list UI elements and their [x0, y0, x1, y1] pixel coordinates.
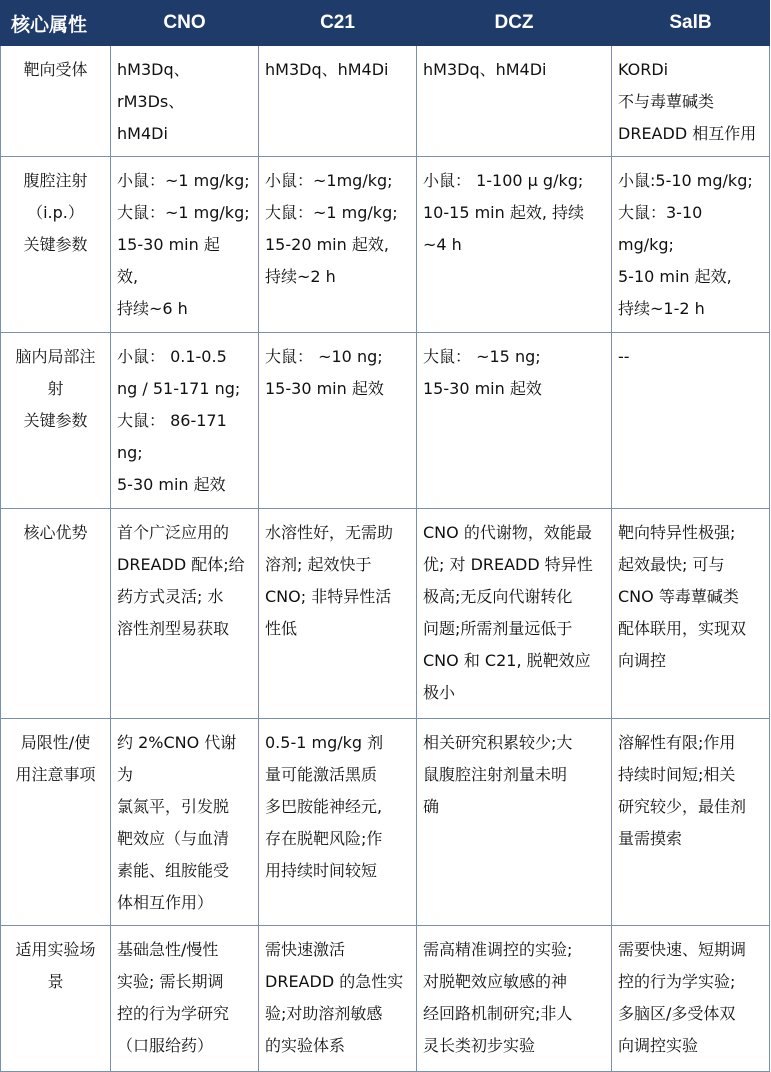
- cell-line: hM3Dq、rM3Ds、: [117, 60, 190, 111]
- cell-line: 0.5-1 mg/kg 剂: [265, 733, 384, 752]
- cell-line: 适用实验场: [15, 940, 96, 959]
- cell-line: CNO 的代谢物，效能最: [423, 523, 592, 542]
- header-dcz: DCZ: [417, 1, 612, 46]
- cell-line: CNO; 非特异性活: [265, 587, 392, 606]
- cell-line: 水溶性好，无需助: [265, 523, 394, 542]
- cell-line: 大鼠：~1 mg/kg;: [117, 203, 250, 222]
- cell-line: 性低: [265, 619, 298, 638]
- cell-line: 靶向特异性极强;: [618, 523, 736, 542]
- cell-line: 量需摸索: [618, 829, 683, 848]
- table-row: [1, 719, 770, 926]
- cell-line: 鼠腹腔注射剂量未明: [423, 765, 568, 784]
- cell-line: 起效最快; 可与: [618, 555, 725, 574]
- cell-line: 多脑区/多受体双: [618, 1004, 736, 1023]
- cell-line: 射: [47, 379, 64, 398]
- cell-line: 15-30 min 起效: [265, 379, 384, 398]
- header-c21: C21: [259, 1, 417, 46]
- cell-salb: [612, 926, 770, 1072]
- cell-line: 存在脱靶风险;作: [265, 829, 383, 848]
- cell-dcz: [417, 157, 612, 333]
- cell-c21: [259, 46, 417, 157]
- row-attribute-cell: [1, 46, 111, 157]
- table-row: [1, 157, 770, 333]
- cell-line: 极小: [423, 683, 456, 702]
- cell-line: 5-30 min 起效: [117, 475, 226, 494]
- cell-line: 氯氮平，引发脱: [117, 797, 230, 816]
- cell-salb: [612, 719, 770, 926]
- cell-dcz: [417, 333, 612, 509]
- cell-line: ~4 h: [423, 235, 462, 254]
- row-attribute-cell: [1, 509, 111, 719]
- cell-line: 极高;无反向代谢转化: [423, 587, 573, 606]
- cell-line: 用注意事项: [15, 765, 96, 784]
- cell-line: 约 2%CNO 代谢为: [117, 733, 237, 784]
- cell-c21: [259, 157, 417, 333]
- cell-line: 溶解性有限;作用: [618, 733, 736, 752]
- cell-line: 大鼠： ~10 ng;: [265, 347, 383, 366]
- cell-line: KORDi: [618, 60, 669, 79]
- cell-line: 量可能激活黑质: [265, 765, 378, 784]
- cell-line: 素能、组胺能受: [117, 861, 230, 880]
- cell-line: 大鼠：3-10 mg/kg;: [618, 203, 708, 254]
- cell-dcz: [417, 46, 612, 157]
- cell-line: 持续~1-2 h: [618, 299, 705, 318]
- cell-line: 脑内局部注: [15, 347, 96, 366]
- cell-line: 大鼠： ~15 ng;: [423, 347, 541, 366]
- row-attribute-cell: [1, 719, 111, 926]
- cell-line: 小鼠： 1-100 μ g/kg;: [423, 171, 584, 190]
- cell-line: ng / 51-171 ng;: [117, 379, 241, 398]
- cell-line: 多巴胺能神经元,: [265, 797, 383, 816]
- cell-line: 15-30 min 起: [117, 235, 220, 254]
- header-salb: SalB: [612, 1, 770, 46]
- table-body: [1, 46, 770, 1072]
- cell-line: 需快速激活: [265, 940, 346, 959]
- cell-line: --: [618, 347, 630, 366]
- cell-dcz: [417, 719, 612, 926]
- cell-line: 控的行为学实验;: [618, 972, 736, 991]
- cell-line: 小鼠：~1 mg/kg;: [117, 171, 250, 190]
- cell-line: 小鼠： 0.1-0.5: [117, 347, 227, 366]
- cell-line: 不与毒蕈碱类: [618, 92, 715, 111]
- cell-line: 基础急性/慢性: [117, 940, 219, 959]
- cell-line: （i.p.）: [27, 203, 84, 222]
- cell-line: hM3Dq、hM4Di: [423, 60, 547, 79]
- cell-line: 向调控: [618, 651, 667, 670]
- cell-line: 问题;所需剂量远低于: [423, 619, 573, 638]
- cell-salb: [612, 46, 770, 157]
- cell-line: 效,: [117, 267, 139, 286]
- cell-c21: [259, 333, 417, 509]
- cell-line: （口服给药）: [117, 1036, 214, 1055]
- header-attr: 核心属性: [1, 1, 111, 46]
- cell-line: 确: [423, 797, 440, 816]
- cell-line: 溶性剂型易获取: [117, 619, 230, 638]
- cell-cno: [111, 926, 259, 1072]
- cell-line: 持续~2 h: [265, 267, 336, 286]
- cell-line: 用持续时间较短: [265, 861, 378, 880]
- cell-line: ng;: [117, 443, 143, 462]
- cell-line: 向调控实验: [618, 1036, 699, 1055]
- cell-line: 药方式灵活; 水: [117, 587, 224, 606]
- cell-line: 核心优势: [23, 523, 88, 542]
- cell-salb: [612, 509, 770, 719]
- cell-cno: [111, 719, 259, 926]
- cell-line: 首个广泛应用的: [117, 523, 230, 542]
- cell-line: 10-15 min 起效, 持续: [423, 203, 585, 222]
- cell-line: 相关研究积累较少;大: [423, 733, 573, 752]
- cell-c21: [259, 719, 417, 926]
- cell-c21: [259, 509, 417, 719]
- cell-cno: [111, 46, 259, 157]
- cell-cno: [111, 157, 259, 333]
- cell-cno: [111, 333, 259, 509]
- cell-line: 需要快速、短期调: [618, 940, 747, 959]
- header-cno: CNO: [111, 1, 259, 46]
- header-row: [1, 1, 770, 46]
- cell-line: 小鼠：~1mg/kg;: [265, 171, 393, 190]
- cell-line: 实验; 需长期调: [117, 972, 224, 991]
- cell-salb: [612, 157, 770, 333]
- cell-line: 小鼠:5-10 mg/kg;: [618, 171, 753, 190]
- cell-line: 经回路机制研究;非人: [423, 1004, 573, 1023]
- cell-line: 大鼠： 86-171: [117, 411, 227, 430]
- cell-line: 研究较少，最佳剂: [618, 797, 747, 816]
- cell-line: hM3Dq、hM4Di: [265, 60, 389, 79]
- cell-line: 验;对助溶剂敏感: [265, 1004, 383, 1023]
- cell-line: 关键参数: [23, 235, 88, 254]
- cell-line: 溶剂; 起效快于: [265, 555, 372, 574]
- row-attribute-cell: [1, 157, 111, 333]
- cell-line: 需高精准调控的实验;: [423, 940, 573, 959]
- cell-line: 腹腔注射: [23, 171, 88, 190]
- cell-line: 灵长类初步实验: [423, 1036, 536, 1055]
- cell-line: 关键参数: [23, 411, 88, 430]
- cell-line: 局限性/使: [20, 733, 91, 752]
- row-attribute-cell: [1, 926, 111, 1072]
- cell-line: 持续~6 h: [117, 299, 188, 318]
- cell-line: 的实验体系: [265, 1036, 346, 1055]
- cell-salb: [612, 333, 770, 509]
- row-attribute-cell: [1, 333, 111, 509]
- cell-dcz: [417, 509, 612, 719]
- cell-line: 体相互作用）: [117, 893, 214, 912]
- table-row: [1, 509, 770, 719]
- cell-line: 配体联用，实现双: [618, 619, 747, 638]
- cell-c21: [259, 926, 417, 1072]
- cell-line: DREADD 的急性实: [265, 972, 404, 991]
- cell-line: 靶效应（与血清: [117, 829, 230, 848]
- cell-line: 景: [47, 972, 64, 991]
- cell-dcz: [417, 926, 612, 1072]
- cell-line: 控的行为学研究: [117, 1004, 230, 1023]
- cell-line: 15-30 min 起效: [423, 379, 542, 398]
- cell-cno: [111, 509, 259, 719]
- cell-line: 对脱靶效应敏感的神: [423, 972, 568, 991]
- cell-line: 靶向受体: [23, 60, 88, 79]
- table-row: [1, 333, 770, 509]
- table-row: [1, 46, 770, 157]
- cell-line: DREADD 配体;给: [117, 555, 245, 574]
- cell-line: CNO 等毒蕈碱类: [618, 587, 739, 606]
- cell-line: 大鼠：~1 mg/kg;: [265, 203, 398, 222]
- cell-line: 15-20 min 起效,: [265, 235, 389, 254]
- cell-line: CNO 和 C21, 脱靶效应: [423, 651, 591, 670]
- cell-line: 5-10 min 起效,: [618, 267, 732, 286]
- cell-line: 持续时间短;相关: [618, 765, 736, 784]
- cell-line: 优; 对 DREADD 特异性: [423, 555, 593, 574]
- cell-line: DREADD 相互作用: [618, 124, 757, 143]
- table-row: [1, 926, 770, 1072]
- cell-line: hM4Di: [117, 124, 168, 143]
